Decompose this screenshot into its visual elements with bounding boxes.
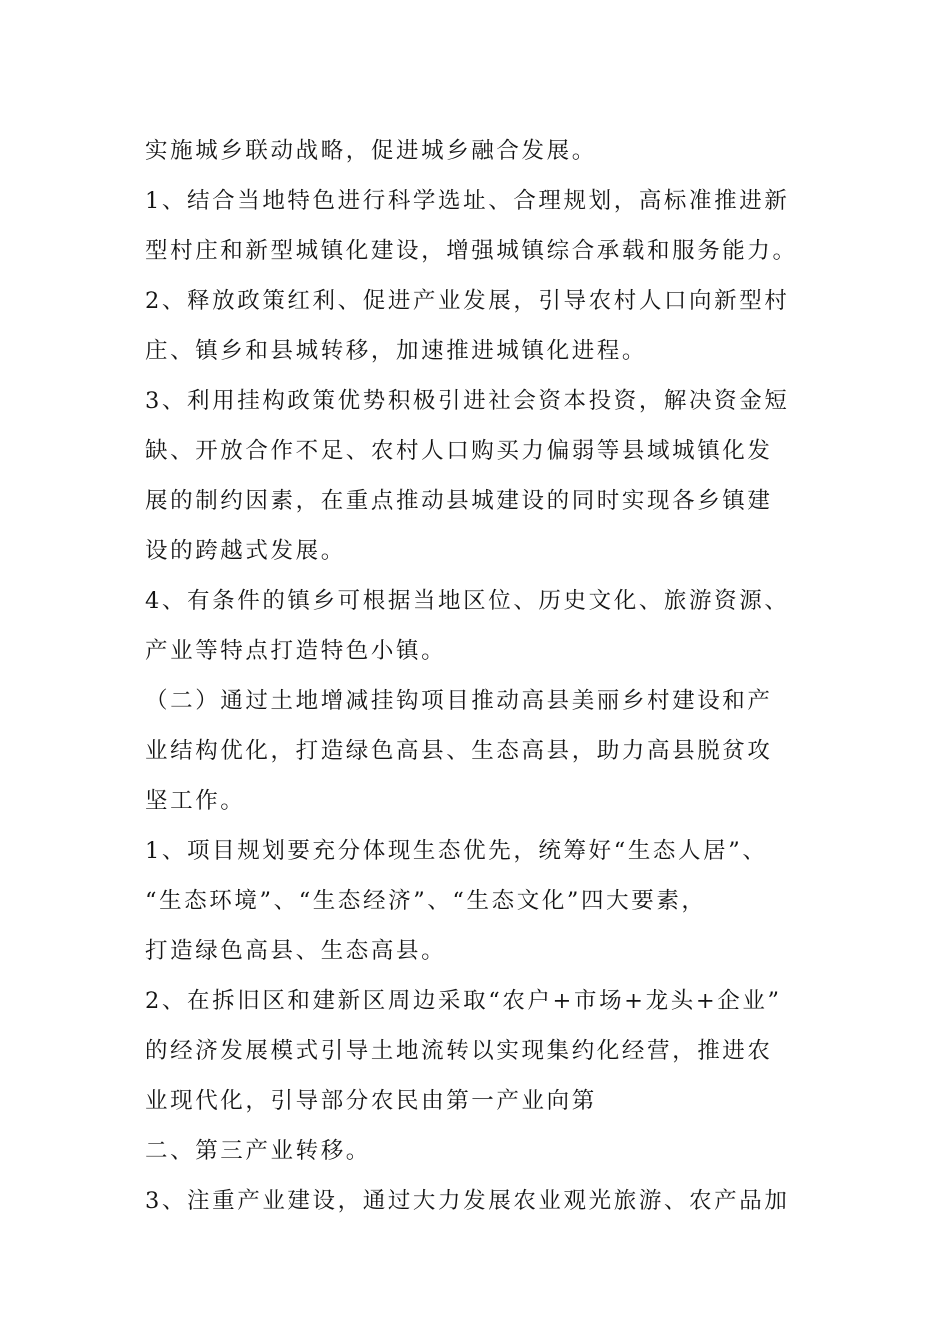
text-line-13: 业结构优化，打造绿色高县、生态高县，助力高县脱贫攻: [145, 738, 773, 764]
text-line-8: 展的制约因素，在重点推动县城建设的同时实现各乡镇建: [145, 488, 773, 514]
text-line-7: 缺、开放合作不足、农村人口购买力偏弱等县域城镇化发: [145, 438, 773, 464]
text-line-11: 产业等特点打造特色小镇。: [145, 638, 447, 664]
text-line-6: 3、利用挂构政策优势积极引进社会资本投资，解决资金短: [145, 388, 790, 414]
text-line-14: 坚工作。: [145, 788, 246, 814]
text-line-1: 实施城乡联动战略，促进城乡融合发展。: [145, 138, 597, 164]
text-line-4: 2、释放政策红利、促进产业发展，引导农村人口向新型村: [145, 288, 790, 314]
text-line-9: 设的跨越式发展。: [145, 538, 346, 564]
text-line-19: 的经济发展模式引导土地流转以实现集约化经营，推进农: [145, 1038, 773, 1064]
text-line-20: 业现代化，引导部分农民由第一产业向第: [145, 1088, 597, 1114]
text-line-15: 1、项目规划要充分体现生态优先，统筹好“生态人居”、: [145, 838, 768, 864]
text-line-10: 4、有条件的镇乡可根据当地区位、历史文化、旅游资源、: [145, 588, 790, 614]
text-line-16: “生态环境”、“生态经济”、“生态文化”四大要素，: [145, 888, 707, 914]
text-line-5: 庄、镇乡和县城转移，加速推进城镇化进程。: [145, 338, 648, 364]
text-line-2: 1、结合当地特色进行科学选址、合理规划，高标准推进新: [145, 188, 790, 214]
text-line-22: 3、注重产业建设，通过大力发展农业观光旅游、农产品加: [145, 1188, 790, 1214]
text-line-18: 2、在拆旧区和建新区周边采取“农户+市场+龙头+企业”: [145, 988, 782, 1014]
text-line-21: 二、第三产业转移。: [145, 1138, 371, 1164]
text-line-12: （二）通过土地增减挂钩项目推动高县美丽乡村建设和产: [145, 688, 773, 714]
text-line-3: 型村庄和新型城镇化建设，增强城镇综合承载和服务能力。: [145, 238, 798, 264]
text-line-17: 打造绿色高县、生态高县。: [145, 938, 447, 964]
